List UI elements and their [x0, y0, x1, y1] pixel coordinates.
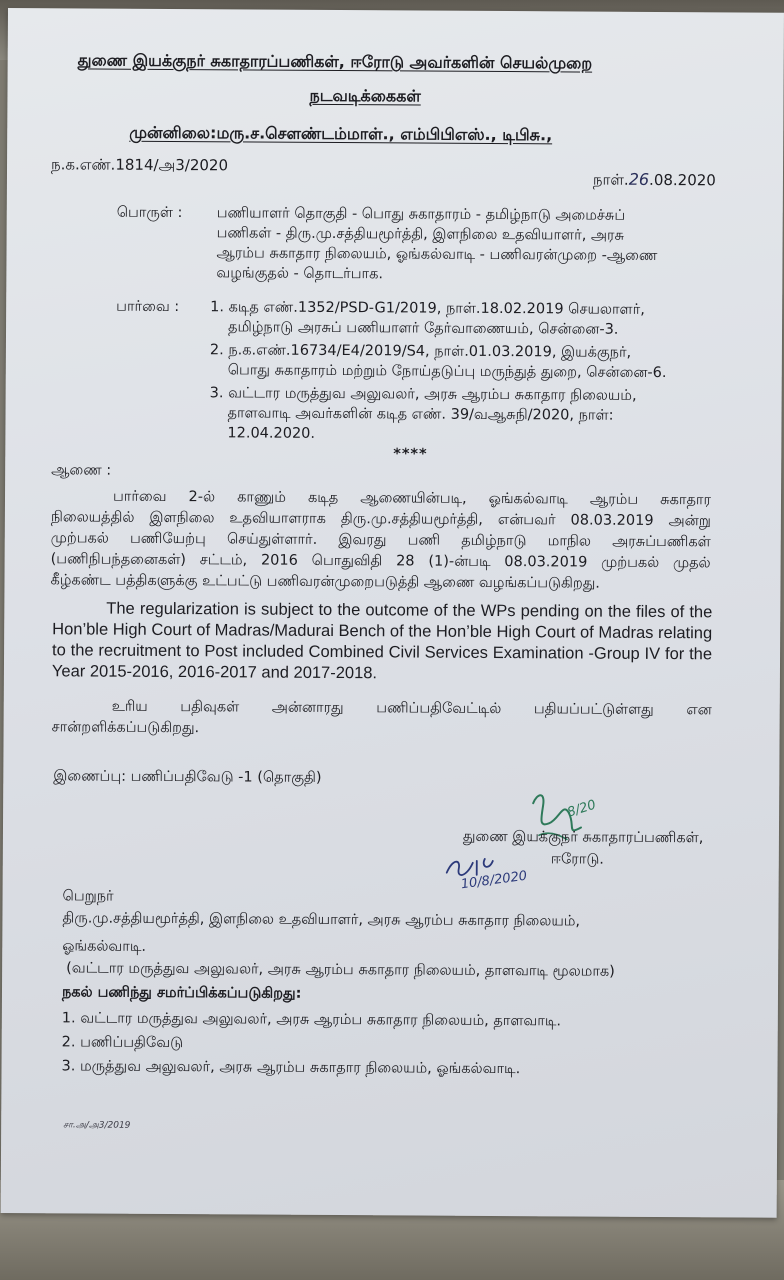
date-rest: .08.2020: [649, 170, 716, 190]
reference-text: தாளவாடி அவர்களின் கடித எண். 39/வஆசுநி/2020, நாள்:: [227, 405, 614, 424]
reference-text: 12.04.2020.: [227, 425, 316, 442]
signatory-title: துணை இயக்குநர் சுகாதாரப்பணிகள்,: [462, 828, 704, 847]
reference-text: ந.க.எண்.16734/E4/2019/S4, நாள்.01.03.2019, இயக்குநர்,: [228, 342, 632, 361]
footer-note: சா.அ/அ3/2019: [63, 1120, 131, 1131]
recipient-label: பெறுநர்: [62, 888, 114, 905]
reference-text: தமிழ்நாடு அரசுப் பணியாளர் தேர்வாணையம், சென்னை-3.: [228, 319, 619, 338]
subject-block: [216, 203, 690, 286]
references-label: பார்வை :: [116, 298, 180, 316]
certification-line-2: சான்றளிக்கப்படுகிறது.: [51, 719, 200, 737]
header-line-1: துணை இயக்குநர் சுகாதாரப்பணிகள், ஈரோடு அவர்களின் செயல்முறை: [77, 50, 593, 73]
order-line: பார்வை 2-ல் காணும் கடித ஆணையின்படி, ஓங்கல்வாடி ஆரம்ப சுகாதார: [112, 488, 712, 509]
enclosure-line: இணைப்பு: பணிப்பதிவேடு -1 (தொகுதி): [53, 768, 322, 786]
certification-paragraph: [52, 696, 712, 742]
reference-number: ந.க.எண்.1814/அ3/2020: [50, 155, 229, 175]
recipient-line-3: (வட்டார மருத்துவ அலுவலர், அரசு ஆரம்ப சுகாதார நிலையம், தாளவாடி மூலமாக): [66, 960, 615, 980]
date-handwritten-day: 26: [628, 169, 650, 189]
subject-label: பொருள் :: [116, 204, 183, 222]
order-paragraph: [50, 486, 711, 595]
copy-item-1: 1. வட்டார மருத்துவ அலுவலர், அரசு ஆரம்ப சுகாதார நிலையம், தாளவாடி.: [61, 1010, 562, 1030]
subject-line: ஆரம்ப சுகாதார நிலையம், ஓங்கல்வாடி - பணிவரன்முறை -ஆணை: [216, 245, 658, 264]
reference-text: கடித எண்.1352/PSD-G1/2019, நாள்.18.02.2019 செயலாளர்,: [228, 299, 645, 318]
order-line: நிலையத்தில் இளநிலை உதவியாளராக திரு.மு.சத்தியமூர்த்தி, என்பவர் 08.03.2019 அன்று: [50, 509, 711, 530]
reference-item: [210, 340, 667, 383]
subject-line: வழங்குதல் - தொடர்பாக.: [216, 265, 384, 283]
handwritten-date: 10/8/2020: [459, 868, 529, 893]
reference-text: வட்டார மருத்துவ அலுவலர், அரசு ஆரம்ப சுகாதார நிலையம்,: [228, 385, 637, 404]
english-paragraph: The regularization is subject to the outcome of the WPs pending on the files of the Hon’ble High Court of Madras/Madurai Bench of the Hon’ble High Court of Madras relating to the recruitment to Post included Combined Civil Services Examination -Group IV for the Year 2015-2016, 2016-2017 and 2017-2018.: [51, 599, 713, 683]
reference-text: பொது சுகாதாரம் மற்றும் நோய்தடுப்பு மருந்துத் துறை, சென்னை-6.: [227, 362, 667, 382]
reference-number-3: 3.: [209, 385, 224, 402]
order-line: முற்பகல் பணியேற்பு செய்துள்ளார். இவரது பணி தமிழ்நாடு மாநில அரசுப்பணிகள்: [50, 530, 711, 551]
presence-line: முன்னிலை:மரு.ச.சௌண்டம்மாள்., எம்பிபிஎஸ்., டிபிசு.,: [129, 122, 553, 145]
date-line: [593, 170, 716, 191]
signature-initial-date: 8/20: [565, 797, 598, 821]
reference-number-1: 1.: [210, 299, 225, 316]
order-label: ஆணை :: [51, 462, 112, 479]
signatory-place: ஈரோடு.: [550, 851, 604, 868]
copy-item-2: 2. பணிப்பதிவேடு: [61, 1034, 184, 1052]
copy-item-3: 3. மருத்துவ அலுவலர், அரசு ஆரம்ப சுகாதார நிலையம், ஓங்கல்வாடி.: [61, 1058, 521, 1078]
separator-stars: ****: [393, 446, 428, 463]
document-page: [1, 8, 784, 1218]
reference-number-2: 2.: [209, 342, 224, 359]
certification-line-1: உரிய பதிவுகள் அன்னாரது பணிப்பதிவேட்டில் பதியப்பட்டுள்ளது என: [111, 698, 712, 719]
recipient-line-1: திரு.மு.சத்தியமூர்த்தி, இளநிலை உதவியாளர், அரசு ஆரம்ப சுகாதார நிலையம்,: [62, 910, 581, 930]
order-line: (பணிநிபந்தனைகள்) சட்டம், 2016 பொதுவிதி 28 (1)-ன்படி 08.03.2019 முற்பகல் முதல்: [50, 551, 711, 572]
reference-item: [209, 383, 636, 446]
reference-item: [210, 297, 645, 340]
subject-line: பணிகள் - திரு.மு.சத்தியமூர்த்தி, இளநிலை உதவியாளர், அரசு: [216, 225, 625, 244]
recipient-line-2: ஓங்கல்வாடி.: [62, 938, 147, 955]
header-line-2: நடவடிக்கைகள்: [309, 85, 421, 106]
copy-label: நகல் பணிந்து சமர்ப்பிக்கப்படுகிறது:: [61, 984, 302, 1002]
date-label: நாள்.: [592, 170, 629, 189]
order-line: கீழ்கண்ட பத்திகளுக்கு உட்பட்டு பணிவரன்முறைபடுத்தி ஆணை வழங்கப்படுகிறது.: [50, 572, 600, 592]
subject-line: பணியாளர் தொகுதி - பொது சுகாதாரம் - தமிழ்நாடு அமைச்சுப்: [216, 205, 626, 224]
